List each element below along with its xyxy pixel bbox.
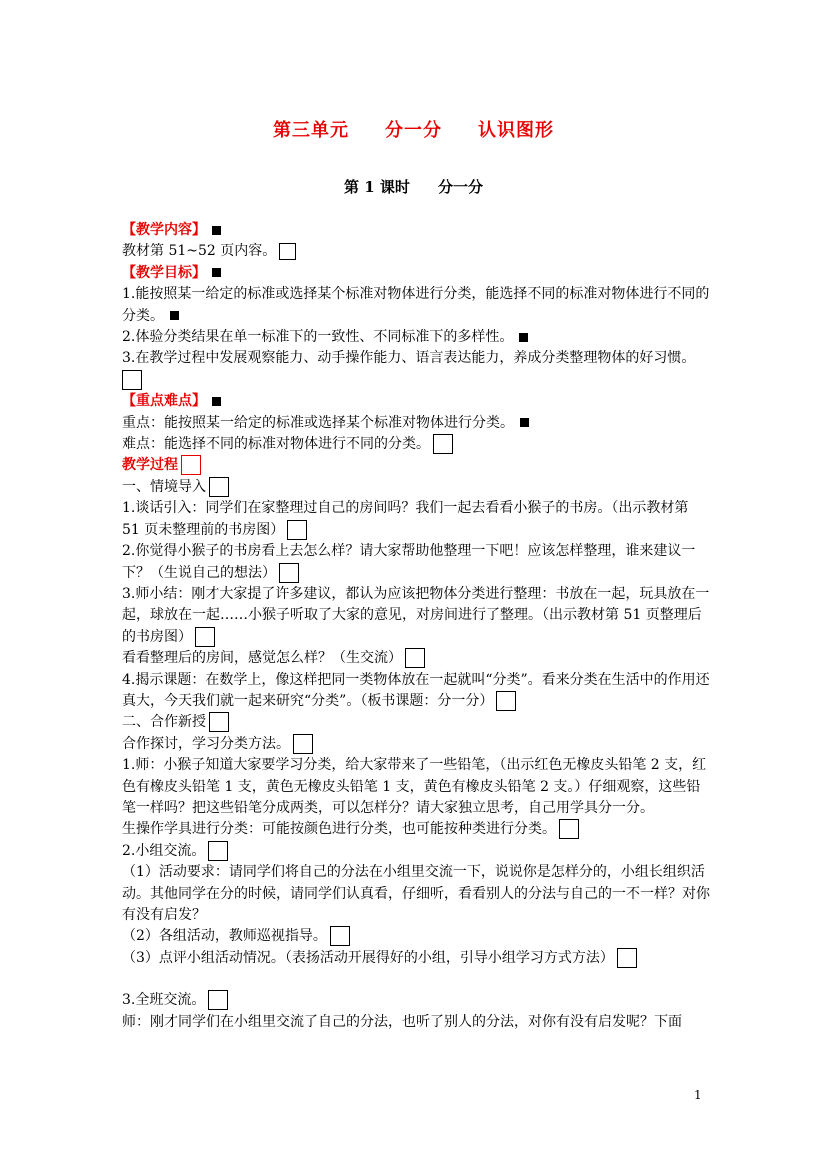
lesson-title-part2: 分一分	[437, 178, 483, 196]
paragraph: 3.在教学过程中发展观察能力、动手操作能力、语言表达能力，养成分类整理物体的好习惯。	[122, 350, 696, 367]
paragraph: 重点：能按照某一给定的标准或选择某个标准对物体进行分类。	[122, 413, 710, 434]
checkbox-icon	[195, 627, 215, 647]
paragraph: （2）各组活动，教师巡视指导。	[122, 926, 710, 947]
checkbox-icon	[559, 819, 579, 839]
paragraph: 难点：能选择不同的标准对物体进行不同的分类。	[122, 434, 710, 455]
checkbox-icon	[330, 926, 350, 946]
paragraph: 教材第 51~52 页内容。	[122, 241, 710, 262]
section-heading-key: 【重点难点】	[122, 391, 710, 412]
paragraph: 一、情境导入	[122, 477, 710, 498]
paragraph: 2.你觉得小猴子的书房看上去怎么样？请大家帮助他整理一下吧！应该怎样整理，谁来建议一下？（生说自己的想法）	[122, 543, 696, 581]
checkbox-icon	[209, 712, 229, 732]
lesson-title	[0, 176, 827, 197]
paragraph: 2.小组交流。	[122, 841, 710, 862]
square-bullet-icon	[519, 333, 528, 342]
section-heading-content: 【教学内容】	[122, 220, 710, 241]
paragraph: 生操作学具进行分类：可能按颜色进行分类，也可能按种类进行分类。	[122, 819, 710, 840]
unit-title-part3: 认识图形	[478, 120, 554, 141]
checkbox-icon	[433, 434, 453, 454]
paragraph: 3.师小结：刚才大家提了许多建议，都认为应该把物体分类进行整理：书放在一起，玩具放在一起，球放在一起……小猴子听取了大家的意见，对房间进行了整理。（出示教材第 51 页整理后的书房图）	[122, 585, 710, 645]
square-bullet-icon	[170, 311, 179, 320]
paragraph: 2.体验分类结果在单一标准下的一致性、不同标准下的多样性。	[122, 327, 710, 348]
paragraph	[122, 370, 710, 391]
square-bullet-icon	[520, 418, 529, 427]
checkbox-icon	[122, 370, 142, 390]
checkbox-icon	[181, 455, 201, 475]
checkbox-icon	[293, 734, 313, 754]
square-bullet-icon	[212, 397, 221, 406]
paragraph: 1.谈话引入：同学们在家整理过自己的房间吗？我们一起去看看小猴子的书房。（出示教材第 51 页未整理前的书房图）	[122, 500, 689, 538]
page-number: 1	[694, 1088, 702, 1102]
checkbox-icon	[208, 841, 228, 861]
paragraph: 合作探讨，学习分类方法。	[122, 734, 710, 755]
paragraph: 3.全班交流。	[122, 990, 710, 1011]
checkbox-icon	[496, 691, 516, 711]
unit-title-part1: 第三单元	[273, 120, 349, 141]
checkbox-icon	[287, 520, 307, 540]
square-bullet-icon	[212, 268, 221, 277]
paragraph: 1.能按照某一给定的标准或选择某个标准对物体进行分类，能选择不同的标准对物体进行不同的分类。	[122, 286, 710, 324]
paragraph: 师：刚才同学们在小组里交流了自己的分法，也听了别人的分法，对你有没有启发呢？下面	[122, 1013, 682, 1030]
paragraph: 二、合作新授	[122, 712, 710, 733]
checkbox-icon	[209, 477, 229, 497]
unit-title-part2: 分一分	[385, 120, 442, 141]
checkbox-icon	[279, 563, 299, 583]
lesson-title-part1: 第 1 课时	[344, 178, 410, 196]
paragraph: 1.师：小猴子知道大家要学习分类，给大家带来了一些铅笔，（出示红色无橡皮头铅笔 2 支，红色有橡皮头铅笔 1 支，黄色无橡皮头铅笔 1 支，黄色有橡皮头铅笔 2 支。）仔细观察，这些铅笔一样吗？把这些铅笔分成两类，可以怎样分？请大家独立思考，自己用学具分一分。	[122, 757, 707, 816]
checkbox-icon	[617, 948, 637, 968]
checkbox-icon	[208, 990, 228, 1010]
paragraph: （3）点评小组活动情况。（表扬活动开展得好的小组，引导小组学习方式方法）	[122, 948, 710, 969]
paragraph: （1）活动要求：请同学们将自己的分法在小组里交流一下，说说你是怎样分的，小组长组织活动。其他同学在分的时候，请同学们认真看，仔细听，看看别人的分法与自己的一不一样？对你有没有启发？	[122, 864, 710, 923]
paragraph: 看看整理后的房间，感觉怎么样？（生交流）	[122, 648, 710, 669]
paragraph: 4.揭示课题：在数学上，像这样把同一类物体放在一起就叫“分类”。看来分类在生活中的作用还真大，今天我们就一起来研究“分类”。（板书课题：分一分）	[122, 671, 710, 709]
checkbox-icon	[279, 243, 296, 260]
square-bullet-icon	[212, 226, 221, 235]
section-heading-process: 教学过程	[122, 455, 710, 476]
checkbox-icon	[405, 648, 425, 668]
unit-title	[0, 116, 827, 142]
lesson-body	[122, 220, 710, 1033]
section-heading-goals: 【教学目标】	[122, 263, 710, 284]
